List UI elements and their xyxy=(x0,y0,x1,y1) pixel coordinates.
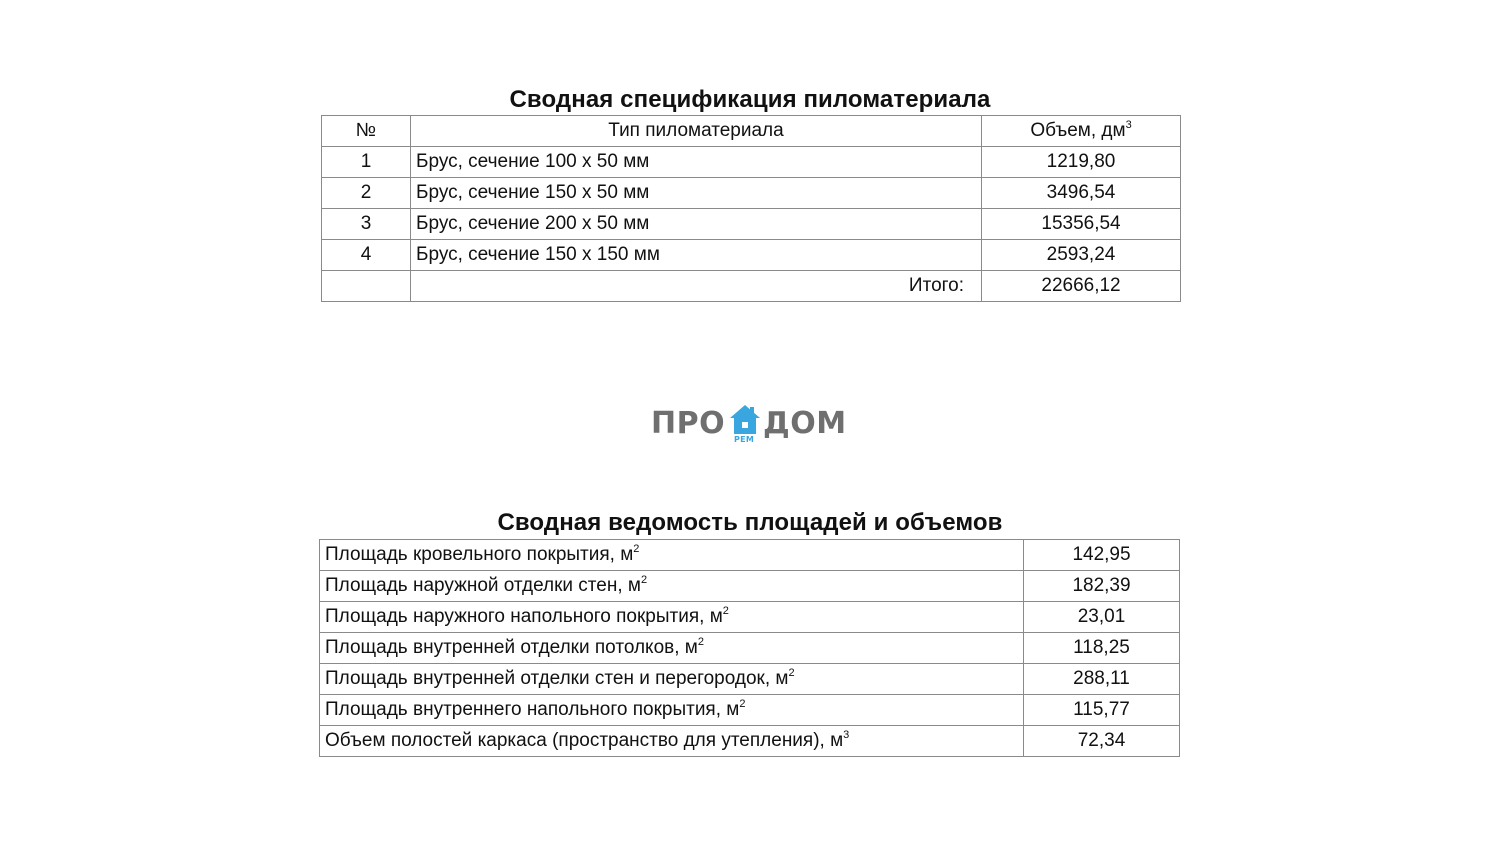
area-name-cell xyxy=(320,540,1024,571)
table-row xyxy=(320,540,1180,571)
unit-power: 3 xyxy=(843,729,850,741)
table-row xyxy=(322,178,1181,209)
unit-power: 2 xyxy=(788,667,795,679)
total-row xyxy=(322,271,1181,302)
row-type: Брус, сечение 200 х 50 мм xyxy=(411,209,982,240)
table-header-row xyxy=(322,116,1181,147)
area-name: Площадь внутренней отделки стен и перегородок, м xyxy=(325,668,789,689)
lumber-spec-title: Сводная спецификация пиломатериала xyxy=(509,86,991,113)
unit-power: 2 xyxy=(722,605,729,617)
area-name: Площадь наружного напольного покрытия, м xyxy=(325,606,723,627)
area-value: 288,11 xyxy=(1024,664,1180,695)
area-name: Площадь внутренней отделки потолков, м xyxy=(325,637,698,658)
lumber-spec-table xyxy=(321,115,1181,302)
unit-power: 2 xyxy=(640,574,648,586)
prorem-dom-logo xyxy=(648,402,853,452)
area-value: 118,25 xyxy=(1024,633,1180,664)
row-type: Брус, сечение 150 х 150 мм xyxy=(411,240,982,271)
table-row xyxy=(322,240,1181,271)
row-type: Брус, сечение 150 х 50 мм xyxy=(411,178,982,209)
table-row xyxy=(320,664,1180,695)
row-num: 3 xyxy=(322,209,411,240)
column-header-type: Тип пиломатериала xyxy=(411,116,982,147)
row-volume: 15356,54 xyxy=(982,209,1181,240)
logo-sub-word: РЕМ xyxy=(734,435,755,444)
area-value: 182,39 xyxy=(1024,571,1180,602)
table-row xyxy=(320,633,1180,664)
area-value: 72,34 xyxy=(1024,726,1180,757)
areas-table xyxy=(319,539,1180,757)
area-name-cell xyxy=(320,602,1024,633)
row-type: Брус, сечение 100 х 50 мм xyxy=(411,147,982,178)
logo-word-right: ДОМ xyxy=(763,406,847,441)
column-header-volume xyxy=(982,116,1181,147)
area-name-cell xyxy=(320,633,1024,664)
volume-header-label: Объем, дм xyxy=(1030,120,1126,141)
area-value: 115,77 xyxy=(1024,695,1180,726)
area-value: 23,01 xyxy=(1024,602,1180,633)
area-name-cell xyxy=(320,664,1024,695)
table-row xyxy=(320,695,1180,726)
table-row xyxy=(322,209,1181,240)
total-empty-cell xyxy=(322,271,411,302)
area-name-cell xyxy=(320,571,1024,602)
house-icon xyxy=(728,403,762,437)
areas-title: Сводная ведомость площадей и объемов xyxy=(497,509,1003,536)
area-name-cell xyxy=(320,695,1024,726)
row-volume: 2593,24 xyxy=(982,240,1181,271)
total-label: Итого: xyxy=(411,271,982,302)
table-row xyxy=(320,571,1180,602)
unit-power: 2 xyxy=(697,636,704,648)
row-num: 4 xyxy=(322,240,411,271)
table-row xyxy=(322,147,1181,178)
unit-power: 2 xyxy=(739,698,746,710)
row-num: 1 xyxy=(322,147,411,178)
table-row xyxy=(320,602,1180,633)
unit-power: 2 xyxy=(633,543,640,555)
column-header-num: № xyxy=(322,116,411,147)
area-name: Объем полостей каркаса (пространство для утепления), м xyxy=(325,730,844,751)
total-value: 22666,12 xyxy=(982,271,1181,302)
area-value: 142,95 xyxy=(1024,540,1180,571)
row-volume: 1219,80 xyxy=(982,147,1181,178)
table-row xyxy=(320,726,1180,757)
area-name: Площадь наружной отделки стен, м xyxy=(325,575,641,596)
logo-word-left: ПРО xyxy=(651,406,726,441)
row-num: 2 xyxy=(322,178,411,209)
row-volume: 3496,54 xyxy=(982,178,1181,209)
area-name: Площадь внутреннего напольного покрытия, м xyxy=(325,699,740,720)
volume-unit-power: 3 xyxy=(1125,119,1132,131)
area-name: Площадь кровельного покрытия, м xyxy=(325,544,634,565)
area-name-cell xyxy=(320,726,1024,757)
